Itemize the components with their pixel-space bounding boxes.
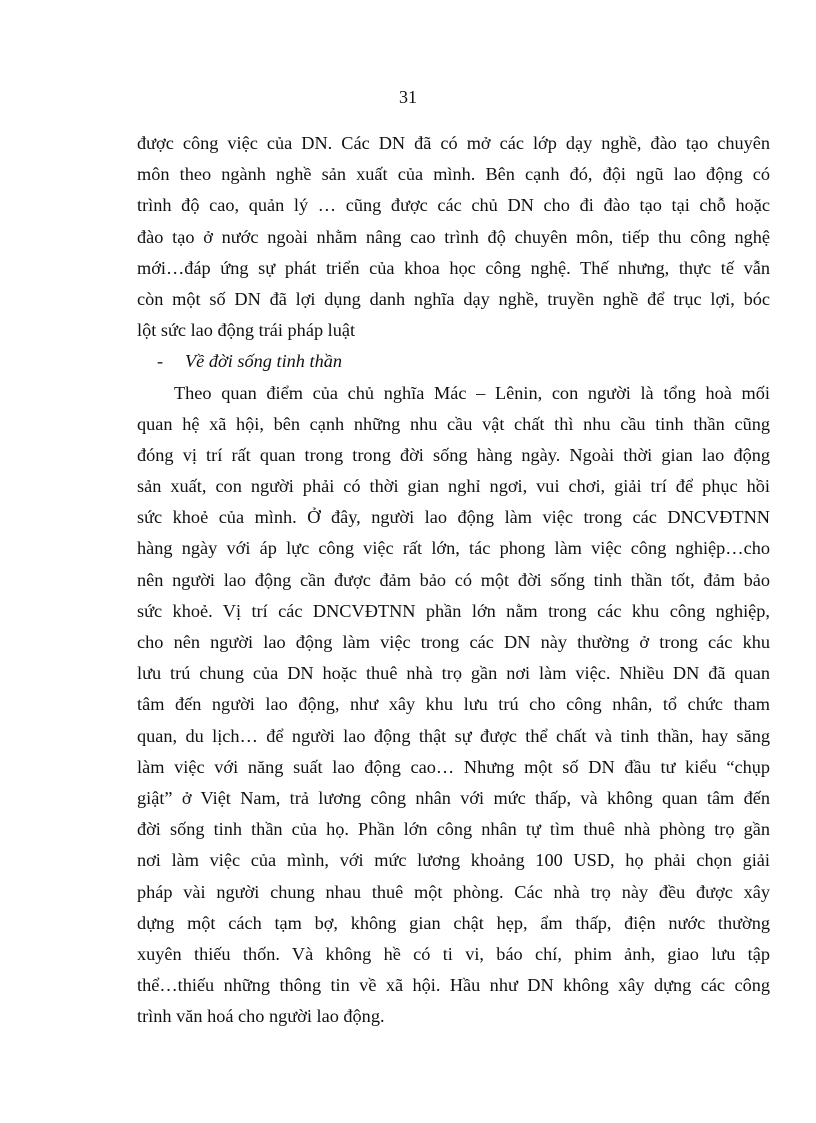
bullet-dash: -: [157, 351, 164, 372]
text-line: đào tạo ở nước ngoài nhằm nâng cao trình độ chuyên môn, tiếp thu công nghệ: [137, 226, 770, 247]
text-line: môn theo ngành nghề sản xuất của mình. Bên cạnh đó, đội ngũ lao động có: [137, 164, 770, 185]
text-line: Theo quan điểm của chủ nghĩa Mác – Lênin, con người là tổng hoà mối: [174, 382, 770, 403]
text-line: quan hệ xã hội, bên cạnh những nhu cầu vật chất thì nhu cầu tinh thần cũng: [137, 413, 770, 434]
page-number: 31: [399, 87, 417, 107]
text-line: pháp vài người chung nhau thuê một phòng. Các nhà trọ này đều được xây: [137, 881, 770, 902]
text-line: nên người lao động cần được đảm bảo có một đời sống tinh thần tốt, đảm bảo: [137, 569, 770, 590]
text-line: dựng một cách tạm bợ, không gian chật hẹp, ẩm thấp, điện nước thường: [137, 912, 770, 933]
body-text: [137, 128, 770, 1032]
text-line: lột sức lao động trái pháp luật: [137, 320, 356, 341]
text-line: trình độ cao, quản lý … cũng được các chủ DN cho đi đào tạo tại chỗ hoặc: [137, 195, 770, 216]
text-line: quan, du lịch… để người lao động thật sự được thể chất và tinh thần, hay săng: [137, 725, 770, 746]
text-line: đời sống tinh thần của họ. Phần lớn công nhân tự tìm thuê nhà phòng trọ gần: [137, 819, 770, 840]
text-line: giật” ở Việt Nam, trả lương công nhân với mức thấp, và không quan tâm đến: [137, 787, 770, 808]
text-line: cho nên người lao động làm việc trong các DN này thường ở trong các khu: [137, 632, 770, 652]
text-line: trình văn hoá cho người lao động.: [137, 1006, 385, 1027]
text-line: lưu trú chung của DN hoặc thuê nhà trọ gần nơi làm việc. Nhiều DN đã quan: [137, 663, 770, 684]
text-line: sức khoẻ của mình. Ở đây, người lao động làm việc trong các DNCVĐTNN: [137, 507, 770, 528]
text-line: nơi làm việc của mình, với mức lương khoảng 100 USD, họ phải chọn giải: [137, 850, 770, 871]
section-heading-bullet: [137, 346, 770, 377]
section-heading: Về đời sống tinh thần: [185, 351, 343, 372]
paragraph-training: [137, 128, 770, 346]
text-line: tâm đến người lao động, như xây khu lưu trú cho công nhân, tổ chức tham: [137, 694, 770, 715]
text-line: đóng vị trí rất quan trong trong đời sống hàng ngày. Ngoài thời gian lao động: [137, 444, 770, 465]
text-line: xuyên thiếu thốn. Và không hề có ti vi, báo chí, phim ảnh, giao lưu tập: [137, 943, 770, 964]
text-line: làm việc với năng suất lao động cao… Nhưng một số DN đầu tư kiểu “chụp: [137, 756, 770, 777]
text-line: sức khoẻ. Vị trí các DNCVĐTNN phần lớn nằm trong các khu công nghiệp,: [137, 600, 770, 621]
paragraph-spiritual-life: [137, 378, 770, 1033]
text-line: được công việc của DN. Các DN đã có mở các lớp dạy nghề, đào tạo chuyên: [137, 133, 770, 153]
text-line: thể…thiếu những thông tin về xã hội. Hầu như DN không xây dựng các công: [137, 975, 770, 996]
text-line: sản xuất, con người phải có thời gian nghỉ ngơi, vui chơi, giải trí để phục hồi: [137, 476, 770, 497]
text-line: hàng ngày với áp lực công việc rất lớn, tác phong làm việc công nghiệp…cho: [137, 538, 770, 559]
text-line: còn một số DN đã lợi dụng danh nghĩa dạy nghề, truyền nghề để trục lợi, bóc: [137, 288, 770, 309]
text-line: mới…đáp ứng sự phát triển của khoa học công nghệ. Thế nhưng, thực tế vẫn: [137, 257, 770, 278]
